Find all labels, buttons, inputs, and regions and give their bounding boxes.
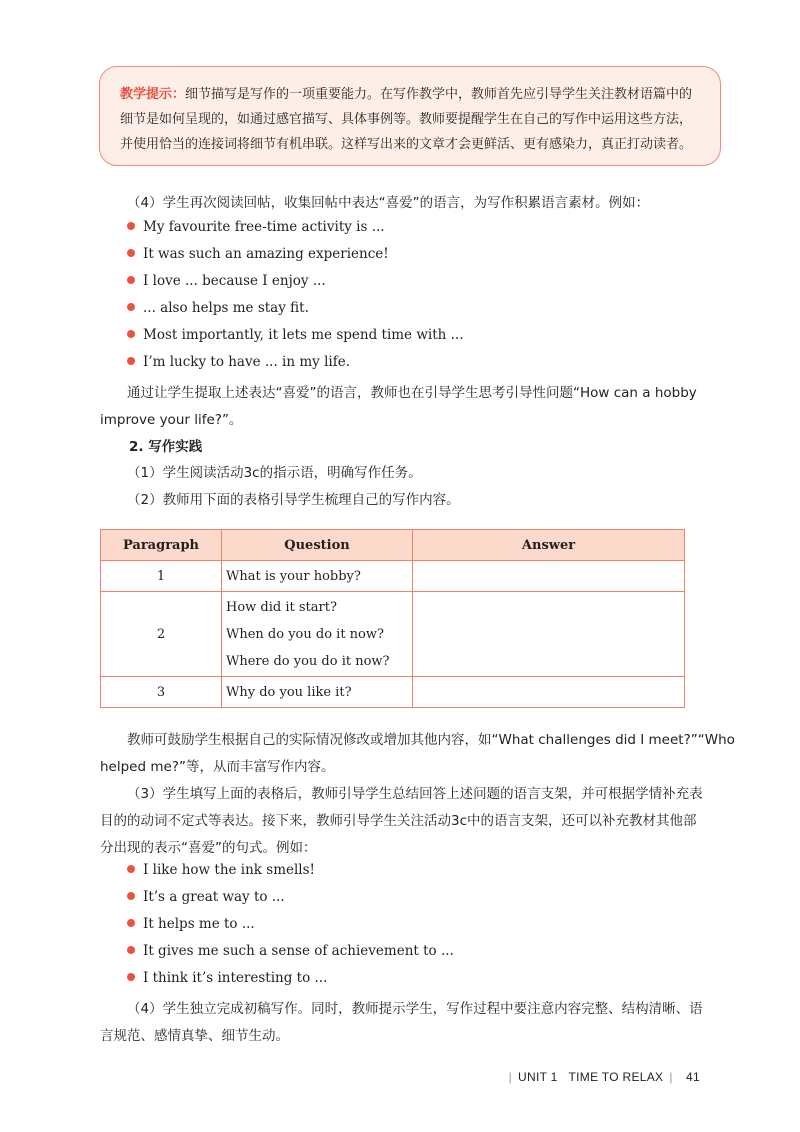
footer-unit: UNIT 1: [518, 1070, 558, 1084]
bullet-dot-icon: [127, 865, 135, 873]
bullet-dot-icon: [127, 276, 135, 284]
paragraph-cell: 1: [101, 561, 222, 592]
footer-title: TIME TO RELAX: [568, 1070, 664, 1084]
step-4-collect: （4）学生再次阅读回帖，收集回帖中表达“喜爱”的语言，为写作积累语言素材。例如：: [127, 195, 650, 211]
table-header-row: [101, 530, 685, 561]
list-item: It helps me to ...: [127, 916, 255, 932]
step-2: （2）教师用下面的表格引导学生梳理自己的写作内容。: [127, 492, 460, 508]
list-item: I think it’s interesting to ...: [127, 970, 327, 986]
tip-label: 教学提示：: [120, 87, 186, 102]
answer-cell: [413, 677, 685, 708]
bullet-dot-icon: [127, 303, 135, 311]
answer-cell: [413, 561, 685, 592]
bullet-dot-icon: [127, 357, 135, 365]
list-item: I love ... because I enjoy ...: [127, 273, 326, 289]
header-paragraph: Paragraph: [101, 530, 222, 561]
bullet-dot-icon: [127, 973, 135, 981]
question-cell: How did it start? When do you do it now? Where do you do it now?: [222, 592, 413, 677]
paragraph-line: helped me?”等，从而丰富写作内容。: [100, 759, 335, 775]
page-number: 41: [686, 1070, 700, 1084]
answer-cell: [413, 592, 685, 677]
bullet-dot-icon: [127, 249, 135, 257]
paragraph-line: （3）学生填写上面的表格后，教师引导学生总结回答上述问题的语言支架，并可根据学情补充表: [127, 786, 703, 802]
question-cell: What is your hobby?: [222, 561, 413, 592]
tip-line: 并使用恰当的连接词将细节有机串联。这样写出来的文章才会更鲜活、更有感染力，真正打动读者。: [120, 137, 693, 152]
paragraph-line: 教师可鼓励学生根据自己的实际情况修改或增加其他内容，如“What challenges did I meet?”“Who: [127, 732, 735, 748]
bullet-dot-icon: [127, 919, 135, 927]
teaching-tip-box: [99, 66, 721, 166]
header-question: Question: [222, 530, 413, 561]
paragraph-line: 分出现的表示“喜爱”的句式。例如：: [100, 840, 317, 856]
table-row: [101, 561, 685, 592]
paragraph-line: 目的的动词不定式等表达。接下来，教师引导学生关注活动3c中的语言支架，还可以补充教材其他部: [100, 813, 697, 829]
header-answer: Answer: [413, 530, 685, 561]
page-footer: | UNIT 1 TIME TO RELAX | 41: [508, 1070, 700, 1084]
paragraph-cell: 2: [101, 592, 222, 677]
bullet-dot-icon: [127, 330, 135, 338]
tip-line: 细节描写是写作的一项重要能力。在写作教学中，教师首先应引导学生关注教材语篇中的: [185, 87, 693, 102]
list-item: I’m lucky to have ... in my life.: [127, 354, 350, 370]
paragraph-line: improve your life?”。: [100, 412, 243, 428]
list-item: It’s a great way to ...: [127, 889, 285, 905]
paragraph-line: 言规范、感情真挚、细节生动。: [100, 1028, 289, 1044]
paragraph-cell: 3: [101, 677, 222, 708]
paragraph-line: 通过让学生提取上述表达“喜爱”的语言，教师也在引导学生思考引导性问题“How can a hobby: [127, 385, 697, 401]
paragraph-line: （4）学生独立完成初稿写作。同时，教师提示学生，写作过程中要注意内容完整、结构清晰、语: [127, 1001, 703, 1017]
list-item: ... also helps me stay fit.: [127, 300, 309, 316]
list-item: Most importantly, it lets me spend time with ...: [127, 327, 464, 343]
bullet-dot-icon: [127, 222, 135, 230]
step-1: （1）学生阅读活动3c的指示语，明确写作任务。: [127, 465, 422, 481]
table-row: [101, 677, 685, 708]
list-item: It gives me such a sense of achievement to ...: [127, 943, 454, 959]
section-heading: 2. 写作实践: [129, 439, 203, 455]
list-item: My favourite free-time activity is ...: [127, 219, 385, 235]
question-cell: Why do you like it?: [222, 677, 413, 708]
tip-line: 细节是如何呈现的，如通过感官描写、具体事例等。教师要提醒学生在自己的写作中运用这些方法，: [120, 112, 693, 127]
writing-plan-table: [100, 529, 685, 708]
list-item: I like how the ink smells!: [127, 862, 315, 878]
list-item: It was such an amazing experience!: [127, 246, 389, 262]
table-row: [101, 592, 685, 677]
bullet-dot-icon: [127, 946, 135, 954]
bullet-dot-icon: [127, 892, 135, 900]
